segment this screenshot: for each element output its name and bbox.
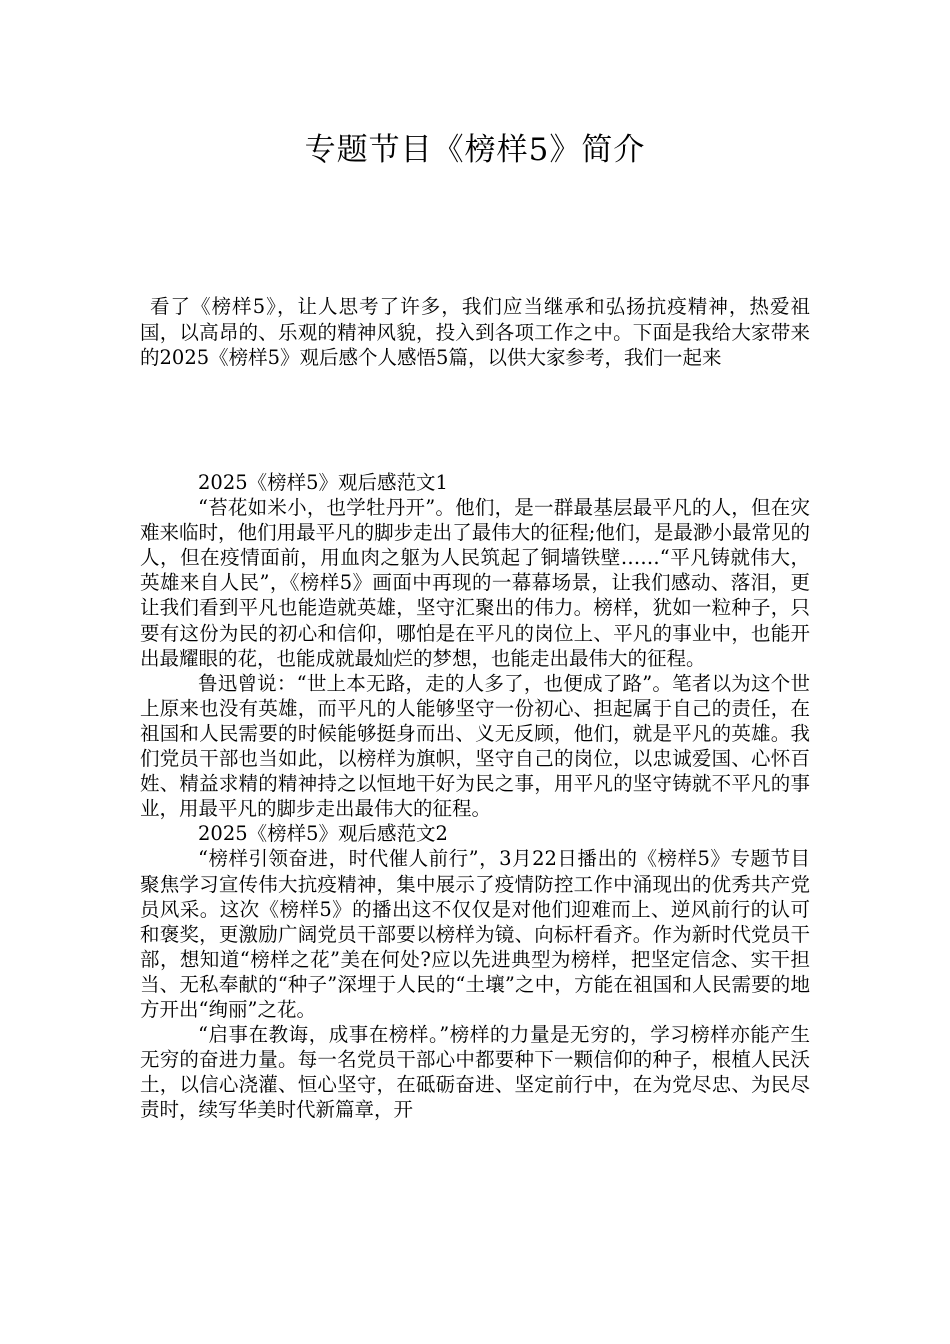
page-title: 专题节目《榜样5》简介: [304, 132, 646, 168]
essay-section-1: [140, 470, 810, 821]
body-paragraph: “苔花如米小，也学牡丹开”。他们，是一群最基层最平凡的人，但在灾难来临时，他们用最平凡的脚步走出了最伟大的征程;他们，是最渺小最常见的人，但在疫情面前，用血肉之躯为人民筑起了铜墙铁壁……“平凡铸就伟大，英雄来自人民”，《榜样5》画面中再现的一幕幕场景，让我们感动、落泪，更让我们看到平凡也能造就英雄，坚守汇聚出的伟力。榜样，犹如一粒种子，只要有这份为民的初心和信仰，哪怕是在平凡的岗位上、平凡的事业中，也能开出最耀眼的花，也能成就最灿烂的梦想，也能走出最伟大的征程。: [140, 496, 810, 670]
intro-paragraph: 看了《榜样5》，让人思考了许多，我们应当继承和弘扬抗疫精神，热爱祖国，以高昂的、乐观的精神风貌，投入到各项工作之中。下面是我给大家带来的2025《榜样5》观后感个人感悟5篇，以供大家参考，我们一起来: [140, 295, 810, 369]
body-paragraph: 鲁迅曾说：“世上本无路，走的人多了，也便成了路”。笔者以为这个世上原来也没有英雄，而平凡的人能够坚守一份初心、担起属于自己的责任，在祖国和人民需要的时候能够挺身而出、义无反顾，他们，就是平凡的英雄。我们党员干部也当如此，以榜样为旗帜，坚守自己的岗位，以忠诚爱国、心怀百姓、精益求精的精神持之以恒地干好为民之事，用平凡的坚守铸就不平凡的事业，用最平凡的脚步走出最伟大的征程。: [140, 671, 810, 821]
document-body: [140, 470, 810, 1122]
body-paragraph: “榜样引领奋进，时代催人前行”，3月22日播出的《榜样5》专题节目聚焦学习宣传伟大抗疫精神，集中展示了疫情防控工作中涌现出的优秀共产党员风采。这次《榜样5》的播出这不仅仅是对他们迎难而上、逆风前行的认可和褒奖，更激励广阔党员干部要以榜样为镜、向标杆看齐。作为新时代党员干部，想知道“榜样之花”美在何处?应以先进典型为榜样，把坚定信念、实干担当、无私奉献的“种子”深埋于人民的“土壤”之中，方能在祖国和人民需要的地方开出“绚丽”之花。: [140, 847, 810, 1021]
essay-section-2: [140, 821, 810, 1122]
section-heading: 2025《榜样5》观后感范文2: [198, 822, 448, 846]
section-heading: 2025《榜样5》观后感范文1: [198, 471, 448, 494]
body-paragraph: “启事在教诲，成事在榜样。”榜样的力量是无穷的，学习榜样亦能产生无穷的奋进力量。每一名党员干部心中都要种下一颗信仰的种子，根植人民沃土，以信心浇灌、恒心坚守，在砥砺奋进、坚定前行中，在为党尽忠、为民尽责时，续写华美时代新篇章，开: [140, 1023, 810, 1122]
